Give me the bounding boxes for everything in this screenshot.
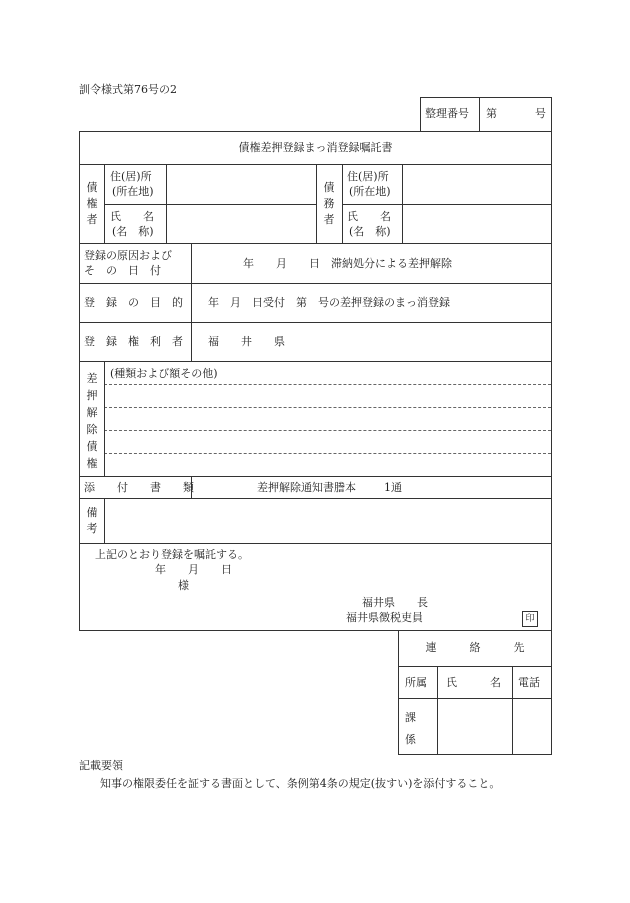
attachment-count: 1通 bbox=[384, 481, 402, 494]
ref-go: 号 bbox=[535, 107, 546, 120]
frame-left bbox=[79, 131, 80, 630]
contact-line-1 bbox=[398, 666, 552, 667]
contact-col-1 bbox=[437, 666, 438, 755]
purpose-label: 登 録 の 目 的 bbox=[84, 296, 183, 309]
ref-dai: 第 bbox=[486, 107, 497, 120]
debtor-address-label-2: (所在地) bbox=[349, 185, 391, 198]
seized-note: (種類および額その他) bbox=[110, 367, 218, 380]
row-line-seized-top bbox=[79, 361, 552, 362]
ref-box-divider bbox=[479, 97, 480, 131]
creditor-name-label-2: (名 称) bbox=[112, 225, 154, 238]
contact-name: 氏 名 bbox=[446, 676, 501, 689]
frame-right bbox=[551, 97, 552, 630]
request-official-2: 福井県徴税吏員 bbox=[346, 611, 423, 624]
contact-dept: 所属 bbox=[405, 676, 427, 689]
ref-number-label: 整理番号 bbox=[425, 107, 469, 120]
row-line-cause-top bbox=[79, 243, 552, 244]
row-line-purpose-top bbox=[79, 283, 552, 284]
remarks-side-label: 備 考 bbox=[86, 506, 98, 535]
contact-col-2 bbox=[512, 666, 513, 755]
instructions-title: 記載要領 bbox=[79, 759, 123, 772]
creditor-address-label-2: (所在地) bbox=[112, 185, 154, 198]
cause-label-2: そ の 日 付 bbox=[84, 264, 161, 277]
row-line-attach-top bbox=[79, 476, 552, 477]
creditor-side-label: 債 権 者 bbox=[86, 181, 98, 226]
cause-label-1: 登録の原因および bbox=[84, 249, 172, 262]
col-remarks-side bbox=[104, 498, 105, 543]
row-line-holder-top bbox=[79, 322, 552, 323]
attachment-doc: 差押解除通知書謄本 bbox=[257, 481, 356, 494]
col-cause-label bbox=[191, 243, 192, 283]
seized-dash-3 bbox=[104, 430, 551, 431]
debtor-address-label-1: 住(居)所 bbox=[347, 170, 389, 183]
frame-bottom bbox=[79, 630, 552, 631]
purpose-value: 年 月 日受付 第 号の差押登録のまっ消登録 bbox=[208, 296, 450, 309]
contact-bottom bbox=[398, 754, 552, 755]
request-addressee: 様 bbox=[178, 579, 189, 592]
attachment-label: 添 付 書 類 bbox=[84, 481, 194, 494]
ref-box-left bbox=[420, 97, 421, 131]
contact-ka: 課 bbox=[405, 711, 416, 724]
row-line-creditor-mid bbox=[104, 204, 316, 205]
col-debtor-side bbox=[342, 164, 343, 243]
col-debtor-label bbox=[402, 164, 403, 243]
creditor-address-label-1: 住(居)所 bbox=[110, 170, 152, 183]
request-date: 年 月 日 bbox=[155, 563, 232, 576]
debtor-name-label-2: (名 称) bbox=[349, 225, 391, 238]
row-line-remarks-top bbox=[79, 498, 552, 499]
col-debtor-left bbox=[316, 164, 317, 243]
holder-label: 登 録 権 利 者 bbox=[84, 335, 183, 348]
ref-box-top bbox=[420, 97, 552, 98]
row-line-request-top bbox=[79, 543, 552, 544]
request-official-1: 福井県 長 bbox=[362, 596, 428, 609]
debtor-name-label-1: 氏 名 bbox=[347, 210, 391, 223]
contact-phone: 電話 bbox=[518, 676, 540, 689]
col-creditor-side bbox=[104, 164, 105, 243]
request-text: 上記のとおり登録を嘱託する。 bbox=[95, 548, 249, 561]
seal-stamp: 印 bbox=[522, 611, 538, 627]
seized-side-label: 差 押 解 除 債 権 bbox=[86, 372, 98, 470]
form-number: 訓令様式第76号の2 bbox=[79, 83, 177, 96]
contact-kakari: 係 bbox=[405, 733, 416, 746]
contact-header: 連 絡 先 bbox=[425, 641, 525, 654]
holder-value: 福 井 県 bbox=[208, 335, 285, 348]
form-title: 債権差押登録まっ消登録嘱託書 bbox=[238, 141, 393, 154]
col-purpose-holder-label bbox=[191, 283, 192, 362]
seized-dash-2 bbox=[104, 407, 551, 408]
col-creditor-label bbox=[166, 164, 167, 243]
debtor-side-label: 債 務 者 bbox=[323, 181, 335, 226]
cause-value: 年 月 日 滞納処分による差押解除 bbox=[243, 257, 452, 270]
instructions-body: 知事の権限委任を証する書面として、条例第4条の規定(抜すい)を添付すること。 bbox=[100, 777, 501, 790]
creditor-name-label-1: 氏 名 bbox=[110, 210, 154, 223]
contact-line-2 bbox=[398, 698, 552, 699]
row-line-title-top bbox=[79, 131, 552, 132]
seized-dash-4 bbox=[104, 453, 551, 454]
row-line-debtor-mid bbox=[342, 204, 552, 205]
col-seized-side bbox=[104, 361, 105, 476]
seized-dash-1 bbox=[104, 384, 551, 385]
